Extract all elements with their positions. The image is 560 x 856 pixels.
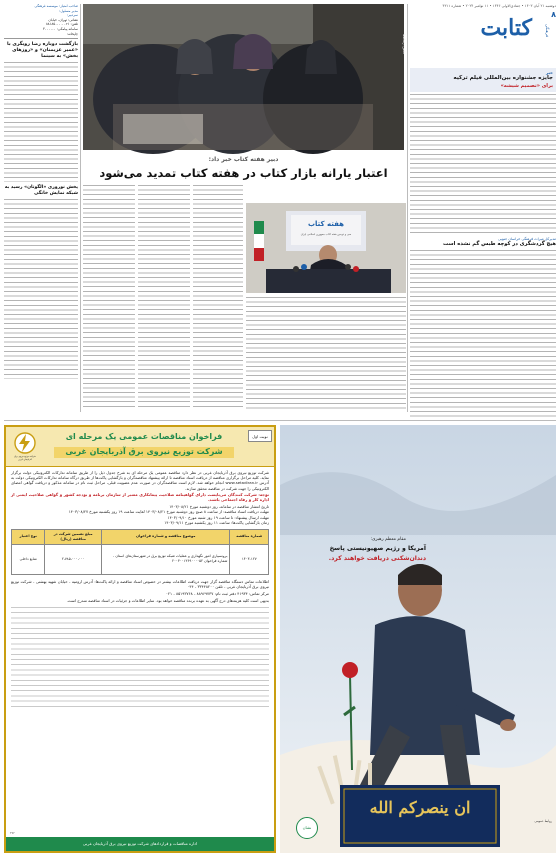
ad-table-header: نوع اعتبار	[12, 530, 45, 545]
news-headline: جایزه جشنواره بین‌المللی فیلم ترکیه	[453, 75, 553, 82]
ad-notes: بدیهی است کلیه هزینه‌های درج آگهی به عهده برنده مناقصه خواهد بود. سایر اطلاعات و جزئیات در اسناد مناقصه مندرج است.	[66, 598, 269, 604]
poster-quote-3: دندان‌شکنی دریافت خواهند کرد.	[328, 555, 426, 562]
press-photo-illustration	[246, 203, 406, 293]
poster-quote-1: مقام معظم رهبری:	[370, 537, 406, 542]
banner-sub: سی و دومین هفته کتاب جمهوری اسلامی ایران	[300, 233, 352, 236]
ad-header	[6, 427, 274, 467]
ad-logo	[10, 431, 40, 461]
ad-phones: مرکز تماس: ۴۱۹۳۴ دفتر ثبت نام: ۸۸۹۶۹۷۳۷ - ۸۵۱۹۳۷۶۸ - ۰۲۱	[165, 591, 269, 597]
news-kicker: خبر	[545, 70, 553, 75]
main-story-headline: اعتبار یارانه بازار کتاب در هفته کتاب تمدید می‌شود	[99, 166, 388, 180]
section-title: کتابت	[480, 15, 532, 41]
news-subhead: برای «تصمیم شیشه»	[500, 82, 553, 89]
poster-quote-2: آمریکا و رژیم صهیونیستی پاسخ	[329, 545, 426, 552]
ad-table-cell: برونسپاری امور نگهداری و عملیات شبکه توزیع برق در شهرستان‌های استان - شماره فراخوان ۲۰۰۳۰۰۱۳۶۹۰۰۰۰۵۲	[101, 544, 230, 574]
news-body-2	[410, 250, 556, 426]
ad-date-line: مهلت دریافت اسناد مناقصه: از ساعت ۸ صبح روز دوشنبه مورخ ۱۴۰۳/۰۸/۲۱ لغایت ساعت ۱۹ روز یکشنبه مورخ ۱۴۰۳/۰۸/۲۷	[68, 509, 269, 515]
banner-text: هفته کتاب	[308, 220, 345, 228]
main-story-col-2	[138, 185, 190, 410]
ad-table	[11, 529, 269, 575]
ad-paragraph-2: اطلاعات تماس دستگاه مناقصه گزار جهت دریافت اطلاعات بیشتر در خصوص اسناد مناقصه و ارائه پاکت‌ها: آدرس ارومیه - خیابان شهید بهشتی - شرکت توزیع نیروی برق آذربایجان غربی - تلفن ۳۳۴۴۸۲۰۰ - ۰۴۴	[11, 578, 269, 589]
ad-side-label: نوبت اول	[248, 430, 272, 442]
ad-footer-small: ۴۷۲	[10, 830, 15, 835]
news2-headline: هیچ گردشگری در کوچه طبس گم نشده است	[443, 241, 556, 248]
power-company-logo-icon	[10, 431, 40, 455]
ad-logo-caption: شرکت توزیع نیروی برق آذربایجان غربی	[14, 455, 36, 461]
poster-calligraphy: ان ینصرکم الله	[369, 798, 471, 817]
press-conference-photo	[246, 203, 406, 293]
ad-table-header: شماره مناقصه	[230, 530, 269, 545]
page-number: ۸	[551, 10, 556, 19]
left-column	[4, 4, 78, 414]
ad-body-fill	[11, 607, 269, 707]
ad-table-header: مبلغ تضمین شرکت در مناقصه (ریال)	[45, 530, 102, 545]
ad-table-cell: ۲،۷۸۵،۰۰۰،۰۰۰	[45, 544, 102, 574]
poster-logo-icon: نشان	[302, 825, 312, 830]
top-right-column	[410, 68, 556, 408]
ad-dates	[11, 504, 269, 525]
masthead-line: نشانی: تهران، خیابان	[48, 17, 78, 22]
table-row	[12, 544, 269, 574]
ad-date-line: تاریخ انتشار مناقصه در سامانه، روز دوشنبه مورخ ۱۴۰۳/۰۸/۲۱	[169, 504, 269, 510]
section-subtitle: فرهنگی	[545, 24, 550, 37]
news-box	[410, 68, 556, 92]
main-story-kicker: دبیر هفته کتاب خبر داد:	[208, 156, 279, 163]
poster-illustration	[280, 425, 556, 853]
left-body-1	[4, 62, 78, 182]
masthead-line: صاحب امتیاز: موسسه فرهنگی	[34, 4, 78, 8]
ad-date-line: مهلت ارسال پیشنهاد: تا ساعت ۱۹ روز شنبه مورخ ۱۴۰۳/۰۹/۱۰	[167, 514, 269, 520]
page-header	[408, 4, 556, 74]
grieving-women-photo	[83, 4, 404, 150]
masthead-line: چاپخانه:	[66, 31, 78, 36]
ad-highlight: توجه: شرکت کنندگان می‌بایست دارای گواهینامه صلاحیت پیمانکاری معتبر از سازمان برنامه و بودجه کشور و گواهی صلاحیت ایمنی از اداره کار و رفاه اجتماعی باشند.	[11, 491, 269, 503]
divider-vertical-right	[407, 4, 408, 412]
poster-small-caption: روابط عمومی	[534, 818, 552, 823]
masthead-line: سامانه پیامکی: ۳۰۰۰۰۰۰	[42, 26, 78, 31]
poster-logo	[296, 817, 318, 839]
news2-sub: مدیرکل میراث فرهنگی خراسان جنوبی	[498, 236, 556, 241]
main-story-col-4	[246, 297, 406, 410]
divider-horizontal	[4, 420, 556, 421]
ad-title-2: شرکت توزیع نیروی برق آذربایجان غربی	[54, 447, 234, 458]
left-headline-1: بازگشت دوباره رضا رویگری با «عمیر غزیمنان» و «روزهای بخش» به سینما	[7, 42, 78, 60]
ad-footer-bar	[6, 837, 274, 851]
ad-paragraph-1: شرکت توزیع نیروی برق آذربایجان غربی در نظر دارد مناقصه عمومی یک مرحله ای به شرح جدول ذیل را از طریق سامانه تدارکات الکترونیکی دولت برگزار نماید. کلیه مراحل برگزاری مناقصه از دریافت اسناد مناقصه تا ارائه پیشنهاد مناقصه‌گران و بازگشایی پاکت‌ها از طریق درگاه سامانه تدارکات الکترونیکی دولت به آدرس www.setadiran.ir انجام خواهد شد. لازم است مناقصه‌گران در صورت عدم عضویت قبلی، مراحل ثبت نام در سامانه مذکور و دریافت گواهی امضای الکترونیکی را جهت شرکت در مناقصه محقق سازند.	[11, 470, 269, 491]
divider-vertical-left	[80, 4, 81, 412]
date-line: دوشنبه ۲۱ آبان ۱۴۰۳ • جمادی‌الاولی ۱۴۴۶ • ۱۱ نوامبر ۲۰۲۴ • شماره ۴۳۱۱	[442, 4, 556, 8]
ad-date-line: زمان بازگشایی پاکت‌ها: ساعت ۱۱ روز یکشنبه مورخ ۱۴۰۳/۰۹/۱۱	[164, 519, 269, 525]
ad-title-1: فراخوان مناقصات عمومی یک مرحله ای	[65, 432, 223, 441]
masthead-line: تلفن: ۰۲۱ - ۸۸۱۸۵۰۰۰	[45, 22, 78, 27]
left-headline-2: پخش نوروزی «الگوتان» رسید به شبکه نمایش خانگی	[4, 185, 78, 196]
main-photo	[83, 4, 404, 150]
news-body-1	[410, 94, 556, 234]
photo-credit: عکس: رسانه‌ها	[402, 34, 406, 55]
left-body-2	[4, 199, 78, 379]
tender-ad	[4, 425, 276, 853]
ad-footer-text: اداره مناقصات و قراردادهای شرکت توزیع نیروی برق آذربایجان غربی	[82, 841, 198, 846]
masthead-line: سردبیر:	[66, 13, 78, 18]
ad-table-cell: ۱۴۰۳-۱۲۷	[230, 544, 269, 574]
ad-table-header: موضوع مناقصه و شماره فراخوان	[101, 530, 230, 545]
main-story-col-3	[193, 185, 243, 410]
ad-table-cell: منابع داخلی	[12, 544, 45, 574]
masthead	[4, 4, 78, 39]
poster	[280, 425, 556, 853]
main-story-col-1	[83, 185, 135, 410]
masthead-line: مدیر مسئول:	[59, 8, 78, 13]
